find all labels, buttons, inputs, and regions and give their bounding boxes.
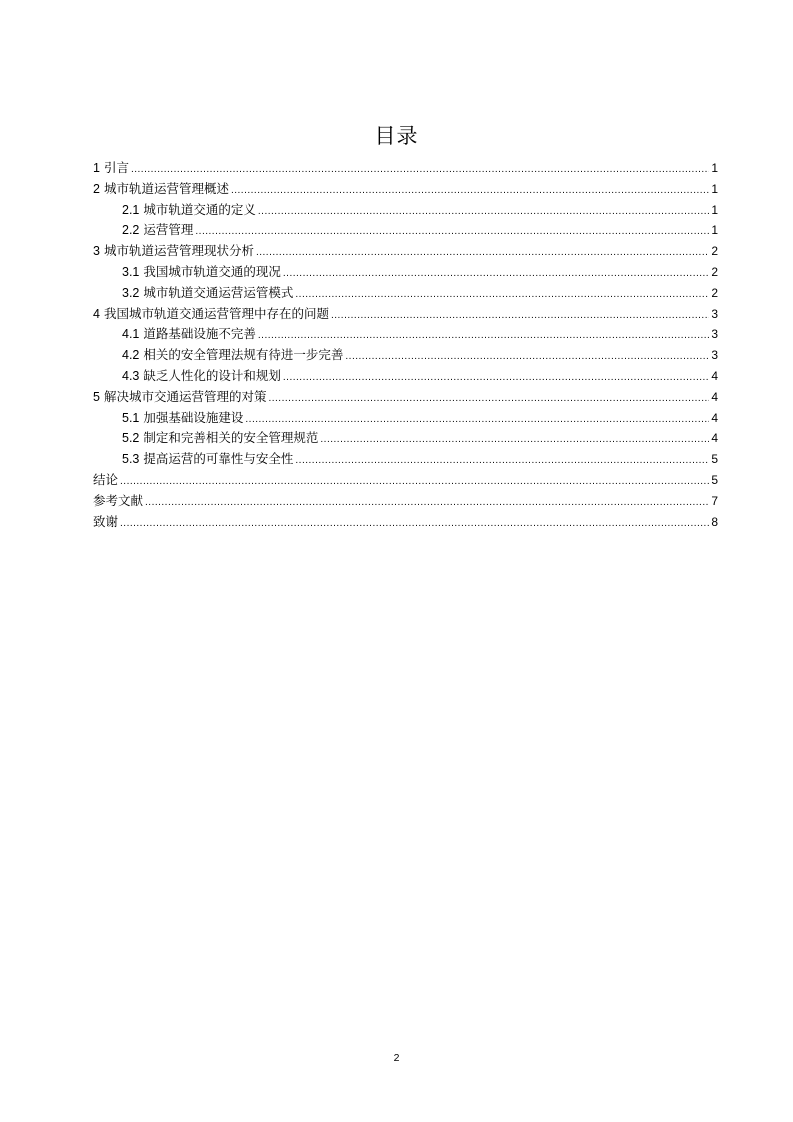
toc-entry-text: 致谢 xyxy=(93,513,119,529)
toc-entry-text: 制定和完善相关的安全管理规范 xyxy=(143,430,319,446)
toc-entry-conclusion[interactable] xyxy=(93,470,718,491)
toc-entry-page: 2 xyxy=(711,285,718,300)
toc-dot-leader xyxy=(131,160,709,181)
toc-dot-leader xyxy=(320,430,709,451)
toc-entry-number: 2.2 xyxy=(122,223,140,238)
toc-entry-3-2[interactable] xyxy=(93,283,718,304)
toc-entry-number: 4.1 xyxy=(122,327,140,342)
toc-dot-leader xyxy=(231,181,709,202)
toc-entry-text: 我国城市轨道交通的现况 xyxy=(143,263,281,279)
toc-dot-leader xyxy=(295,285,709,306)
toc-dot-leader xyxy=(283,264,709,285)
toc-entry-4-2[interactable] xyxy=(93,345,718,366)
toc-entry-number: 4 xyxy=(93,306,100,321)
toc-entry-text: 城市轨道运营管理现状分析 xyxy=(103,243,254,259)
toc-entry-text: 结论 xyxy=(93,471,119,487)
toc-entry-page: 2 xyxy=(711,264,718,279)
toc-entry-page: 3 xyxy=(711,348,718,363)
toc-entry-page: 1 xyxy=(711,202,718,217)
toc-entry-4-1[interactable] xyxy=(93,324,718,345)
toc-entry-page: 8 xyxy=(711,514,718,529)
toc-entry-number: 2 xyxy=(93,181,100,196)
toc-entry-5-1[interactable] xyxy=(93,408,718,429)
toc-entry-2[interactable] xyxy=(93,179,718,200)
toc-entry-number: 4.2 xyxy=(122,348,140,363)
toc-entry-5-3[interactable] xyxy=(93,449,718,470)
toc-entry-2-1[interactable] xyxy=(93,200,718,221)
toc-dot-leader xyxy=(245,410,709,431)
toc-entry-number: 3 xyxy=(93,244,100,259)
toc-entry-4-3[interactable] xyxy=(93,366,718,387)
toc-entry-text: 运营管理 xyxy=(143,222,194,238)
toc-entry-number: 5 xyxy=(93,389,100,404)
toc-entry-number: 5.3 xyxy=(122,452,140,467)
page-number: 2 xyxy=(393,1052,400,1064)
toc-title: 目录 xyxy=(374,124,419,148)
toc-dot-leader xyxy=(256,243,709,264)
toc-entry-text: 缺乏人性化的设计和规划 xyxy=(143,367,281,383)
toc-entry-text: 参考文献 xyxy=(93,492,144,508)
toc-entry-number: 5.1 xyxy=(122,410,140,425)
toc-entry-page: 4 xyxy=(711,368,718,383)
toc-entry-number: 3.2 xyxy=(122,285,140,300)
toc-dot-leader xyxy=(283,368,709,389)
toc-entry-page: 4 xyxy=(711,410,718,425)
toc-entry-2-2[interactable] xyxy=(93,220,718,241)
toc-entry-5-2[interactable] xyxy=(93,428,718,449)
toc-dot-leader xyxy=(195,222,709,243)
toc-entry-text: 加强基础设施建设 xyxy=(143,409,244,425)
toc-entry-number: 4.3 xyxy=(122,368,140,383)
toc-entry-text: 城市轨道运营管理概述 xyxy=(103,180,229,196)
toc-entry-5[interactable] xyxy=(93,387,718,408)
toc-dot-leader xyxy=(258,326,709,347)
toc-dot-leader xyxy=(268,389,709,410)
toc-entry-number: 5.2 xyxy=(122,431,140,446)
toc-dot-leader xyxy=(295,451,709,472)
toc-entry-text: 道路基础设施不完善 xyxy=(143,326,256,342)
toc-entry-4[interactable] xyxy=(93,304,718,325)
toc-entry-text: 相关的安全管理法规有待进一步完善 xyxy=(143,347,344,363)
toc-entry-page: 4 xyxy=(711,431,718,446)
toc-dot-leader xyxy=(345,347,709,368)
toc-entry-page: 2 xyxy=(711,244,718,259)
toc-entry-page: 1 xyxy=(711,181,718,196)
toc-entry-text: 解决城市交通运营管理的对策 xyxy=(103,388,267,404)
toc-entry-references[interactable] xyxy=(93,491,718,512)
toc-dot-leader xyxy=(120,514,709,535)
toc-dot-leader xyxy=(258,202,709,223)
toc-entry-page: 3 xyxy=(711,327,718,342)
toc-entry-3[interactable] xyxy=(93,241,718,262)
toc-entry-page: 5 xyxy=(711,452,718,467)
toc-entry-3-1[interactable] xyxy=(93,262,718,283)
toc-entry-page: 1 xyxy=(711,223,718,238)
toc-entry-text: 城市轨道交通的定义 xyxy=(143,201,256,217)
table-of-contents xyxy=(93,158,718,532)
toc-entry-number: 1 xyxy=(93,161,100,175)
toc-entry-text: 我国城市轨道交通运营管理中存在的问题 xyxy=(103,305,329,321)
toc-entry-text: 提高运营的可靠性与安全性 xyxy=(143,451,294,467)
toc-entry-page: 3 xyxy=(711,306,718,321)
toc-entry-acknowledgements[interactable] xyxy=(93,512,718,533)
toc-entry-page: 7 xyxy=(711,493,718,508)
toc-entry-page: 5 xyxy=(711,472,718,487)
toc-entry-1[interactable] xyxy=(93,158,718,179)
toc-entry-page: 1 xyxy=(711,161,718,175)
toc-dot-leader xyxy=(331,306,709,327)
toc-entry-text: 引言 xyxy=(103,160,129,175)
toc-dot-leader xyxy=(120,472,709,493)
toc-entry-number: 3.1 xyxy=(122,264,140,279)
toc-entry-text: 城市轨道交通运营运管模式 xyxy=(143,284,294,300)
toc-entry-page: 4 xyxy=(711,389,718,404)
toc-dot-leader xyxy=(145,493,709,514)
toc-entry-number: 2.1 xyxy=(122,202,140,217)
